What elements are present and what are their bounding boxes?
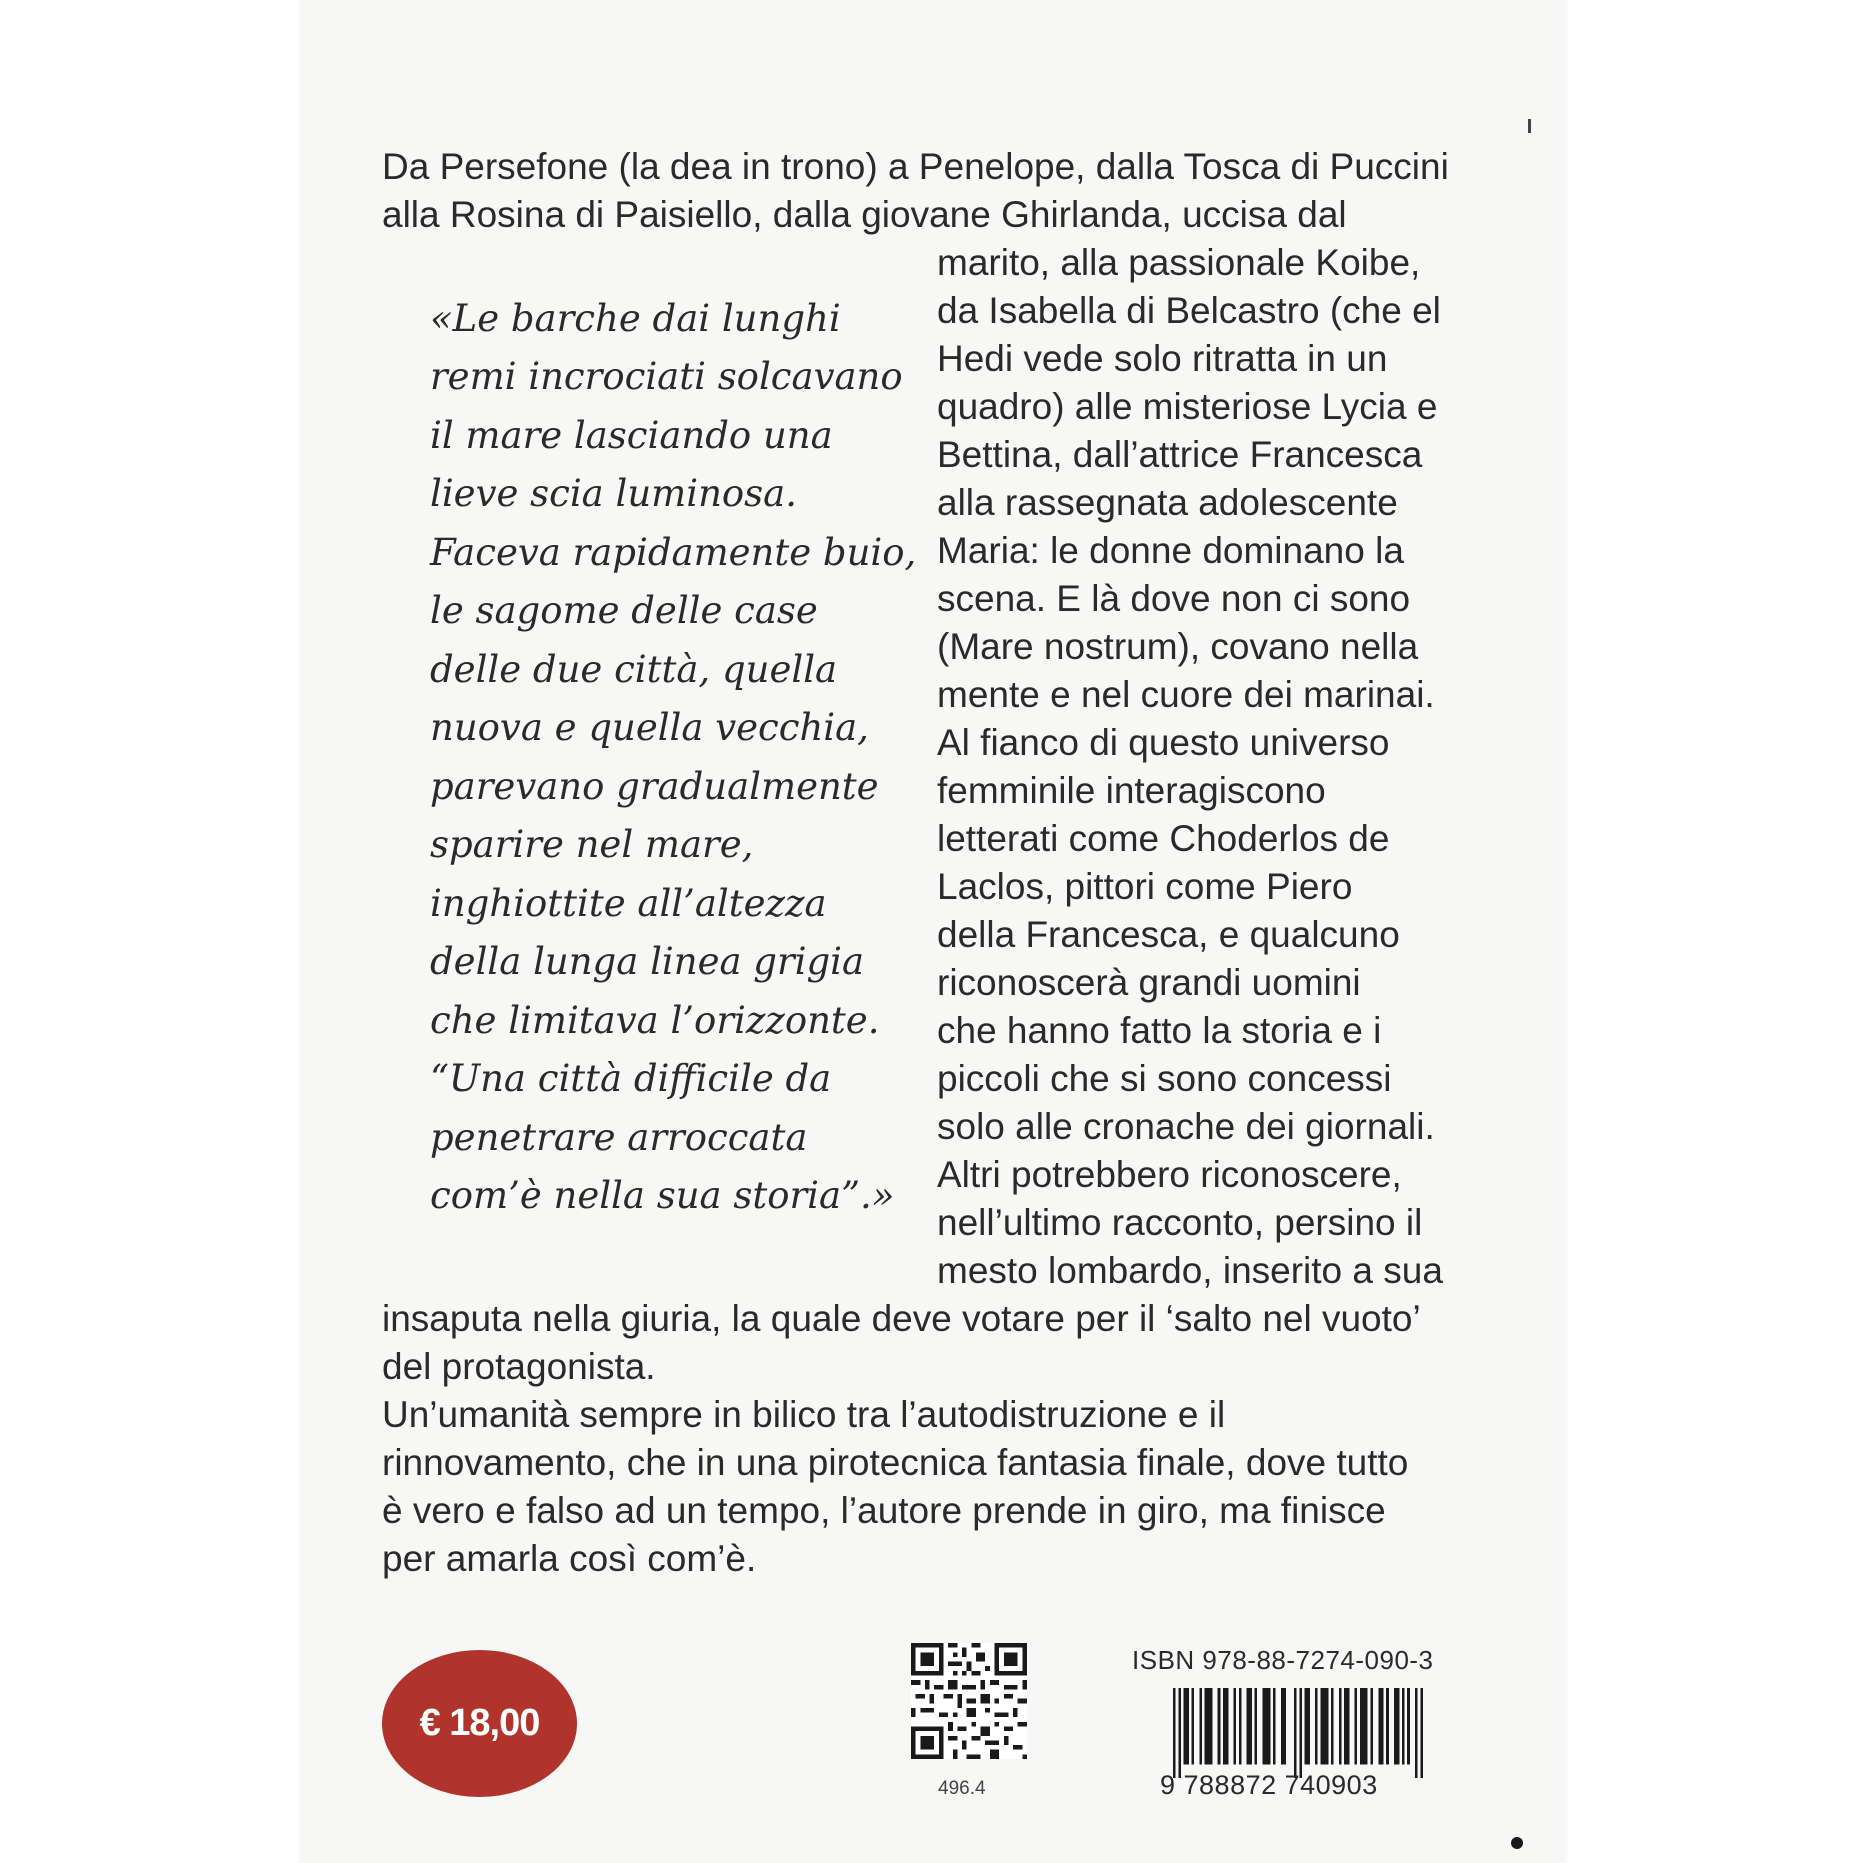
quote-line: “Una città difficile da <box>430 1057 832 1100</box>
body-line: riconoscerà grandi uomini <box>937 962 1361 1003</box>
body-line: alla Rosina di Paisiello, dalla giovane Ghirlanda, uccisa dal <box>382 194 1347 235</box>
body-line: rinnovamento, che in una pirotecnica fantasia finale, dove tutto <box>382 1442 1409 1483</box>
body-line: alla rassegnata adolescente <box>937 482 1398 523</box>
barcode-digits: 9 788872 740903 <box>1160 1770 1378 1800</box>
quote-line: lieve scia luminosa. <box>430 472 797 515</box>
quote-line: remi incrociati solcavano <box>430 355 903 398</box>
quote-line: che limitava l’orizzonte. <box>430 999 880 1042</box>
body-line: del protagonista. <box>382 1346 656 1387</box>
body-line: nell’ultimo racconto, persino il <box>937 1202 1423 1243</box>
body-line: Maria: le donne dominano la <box>937 530 1404 571</box>
body-line: che hanno fatto la storia e i <box>937 1010 1382 1051</box>
barcode <box>1173 1688 1423 1778</box>
body-line: femminile interagiscono <box>937 770 1326 811</box>
price-badge: € 18,00 <box>382 1650 577 1797</box>
qr-code-number: 496.4 <box>938 1778 986 1799</box>
quote-line: penetrare arroccata <box>430 1116 808 1159</box>
body-line: Un’umanità sempre in bilico tra l’autodistruzione e il <box>382 1394 1226 1435</box>
quote-line: il mare lasciando una <box>430 414 833 457</box>
quote-line: Faceva rapidamente buio, <box>430 531 917 574</box>
quote-line: le sagome delle case <box>430 589 818 632</box>
body-line: scena. E là dove non ci sono <box>937 578 1411 619</box>
body-line: solo alle cronache dei giornali. <box>937 1106 1435 1147</box>
body-line: mesto lombardo, inserito a sua <box>937 1250 1443 1291</box>
isbn-label: ISBN 978-88-7274-090-3 <box>1132 1645 1434 1675</box>
corner-dot <box>1511 1837 1523 1849</box>
body-line: Laclos, pittori come Piero <box>937 866 1353 907</box>
body-line: Al fianco di questo universo <box>937 722 1390 763</box>
body-line: marito, alla passionale Koibe, <box>937 242 1421 283</box>
body-line: da Isabella di Belcastro (che el <box>937 290 1441 331</box>
body-line: insaputa nella giuria, la quale deve votare per il ‘salto nel vuoto’ <box>382 1298 1421 1339</box>
quote-line: parevano gradualmente <box>430 765 879 808</box>
body-line: per amarla così com’è. <box>382 1538 757 1579</box>
quote-line: della lunga linea grigia <box>430 940 865 983</box>
body-line: è vero e falso ad un tempo, l’autore prende in giro, ma finisce <box>382 1490 1386 1531</box>
body-line: Hedi vede solo ritratta in un <box>937 338 1388 379</box>
body-line: Da Persefone (la dea in trono) a Penelope, dalla Tosca di Puccini <box>382 146 1449 187</box>
qr-code <box>911 1643 1027 1759</box>
body-line: Bettina, dall’attrice Francesca <box>937 434 1423 475</box>
body-line: quadro) alle misteriose Lycia e <box>937 386 1438 427</box>
body-line: piccoli che si sono concessi <box>937 1058 1392 1099</box>
quote-line: com’è nella sua storia”.» <box>430 1174 895 1217</box>
body-line: Altri potrebbero riconoscere, <box>937 1154 1402 1195</box>
quote-line: «Le barche dai lunghi <box>430 297 841 340</box>
quote-line: sparire nel mare, <box>430 823 754 866</box>
body-line: letterati come Choderlos de <box>937 818 1390 859</box>
quote-line: inghiottite all’altezza <box>430 882 827 925</box>
quote-line: nuova e quella vecchia, <box>430 706 869 749</box>
body-line: (Mare nostrum), covano nella <box>937 626 1419 667</box>
body-line: della Francesca, e qualcuno <box>937 914 1400 955</box>
corner-mark <box>1528 119 1531 133</box>
body-line: mente e nel cuore dei marinai. <box>937 674 1435 715</box>
quote-line: delle due città, quella <box>430 648 838 691</box>
